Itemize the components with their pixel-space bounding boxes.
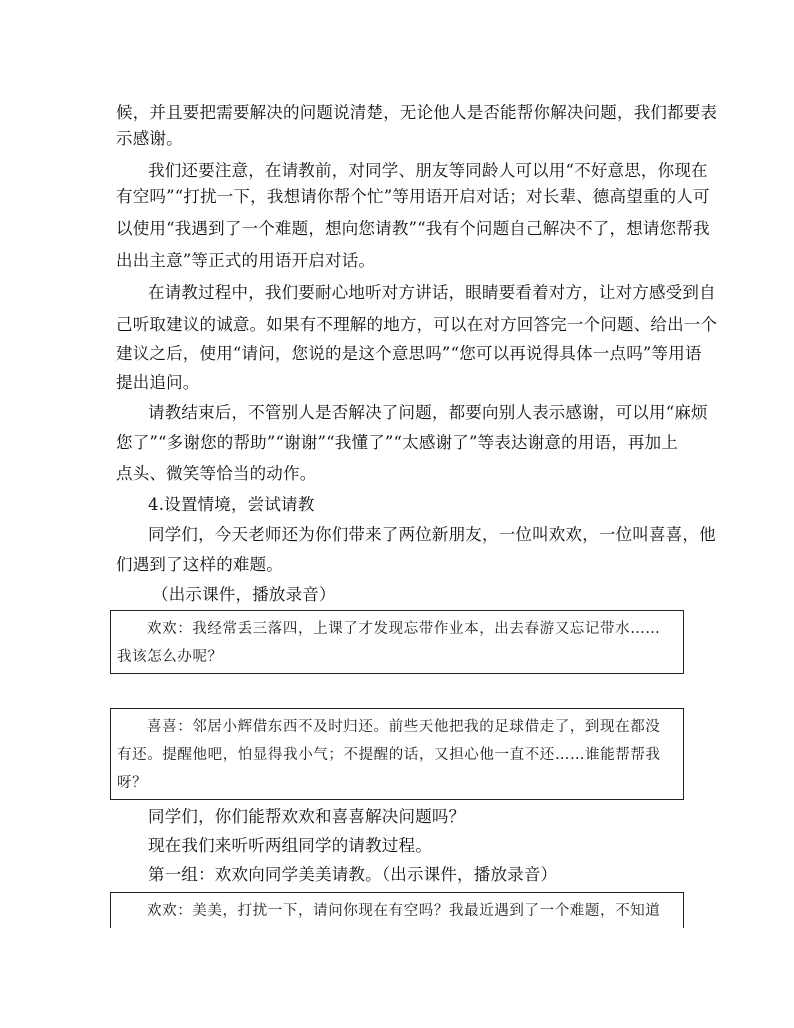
paragraph-line: 出出主意”等正式的用语开启对话。 xyxy=(116,251,376,270)
paragraph-line: 请教结束后，不管别人是否解决了问题，都要向别人表示感谢，可以用“麻烦 xyxy=(148,403,708,422)
stage-note: （出示课件，播放录音） xyxy=(152,585,336,604)
paragraph-line: 候，并且要把需要解决的问题说清楚，无论他人是否能帮你解决问题，我们都要表 xyxy=(116,103,718,122)
paragraph-line: 第一组：欢欢向同学美美请教。（出示课件，播放录音） xyxy=(148,865,558,884)
dialogue-line: 呀？ xyxy=(117,775,148,791)
paragraph-line: 点头、微笑等恰当的动作。 xyxy=(116,464,317,483)
paragraph-line: 提出追问。 xyxy=(116,373,200,392)
paragraph-line: 现在我们来听听两组同学的请教过程。 xyxy=(148,836,432,855)
dialogue-line: 欢欢：美美，打扰一下，请问你现在有空吗？我最近遇到了一个难题，不知道 xyxy=(147,903,661,919)
dialogue-line: 我该怎么办呢？ xyxy=(117,649,223,665)
dialogue-box-group1 xyxy=(110,892,684,928)
paragraph-line: 示感谢。 xyxy=(116,129,183,148)
paragraph-line: 我们还要注意，在请教前，对同学、朋友等同龄人可以用“不好意思，你现在 xyxy=(148,161,708,180)
paragraph-line: 们遇到了这样的难题。 xyxy=(116,555,283,574)
dialogue-box-xixi xyxy=(110,708,684,800)
paragraph-line: 在请教过程中，我们要耐心地听对方讲话，眼睛要看着对方，让对方感受到自 xyxy=(148,283,716,302)
paragraph-line: 同学们，你们能帮欢欢和喜喜解决问题吗？ xyxy=(148,807,466,826)
paragraph-line: 有空吗”“打扰一下，我想请你帮个忙”等用语开启对话；对长辈、德高望重的人可 xyxy=(116,187,710,206)
dialogue-line: 喜喜：邻居小辉借东西不及时归还。前些天他把我的足球借走了，到现在都没 xyxy=(147,719,661,735)
paragraph-line: 以使用“我遇到了一个难题，想向您请教”“我有个问题自己解决不了，想请您帮我 xyxy=(116,219,710,238)
paragraph-line: 己听取建议的诚意。如果有不理解的地方，可以在对方回答完一个问题、给出一个 xyxy=(116,315,718,334)
paragraph-line: 您了”“多谢您的帮助”“谢谢”“我懂了”“太感谢了”等表达谢意的用语，再加上 xyxy=(116,433,679,452)
dialogue-line: 有还。提醒他吧，怕显得我小气；不提醒的话，又担心他一直不还……谁能帮帮我 xyxy=(117,747,661,763)
paragraph-line: 同学们，今天老师还为你们带来了两位新朋友，一位叫欢欢，一位叫喜喜，他 xyxy=(148,525,716,544)
dialogue-box-huanhuan xyxy=(110,610,684,674)
section-heading: 4.设置情境，尝试请教 xyxy=(148,495,315,514)
dialogue-line: 欢欢：我经常丢三落四，上课了才发现忘带作业本，出去春游又忘记带水…… xyxy=(147,621,661,637)
paragraph-line: 建议之后，使用“请问，您说的是这个意思吗”“您可以再说得具体一点吗”等用语 xyxy=(116,344,702,363)
